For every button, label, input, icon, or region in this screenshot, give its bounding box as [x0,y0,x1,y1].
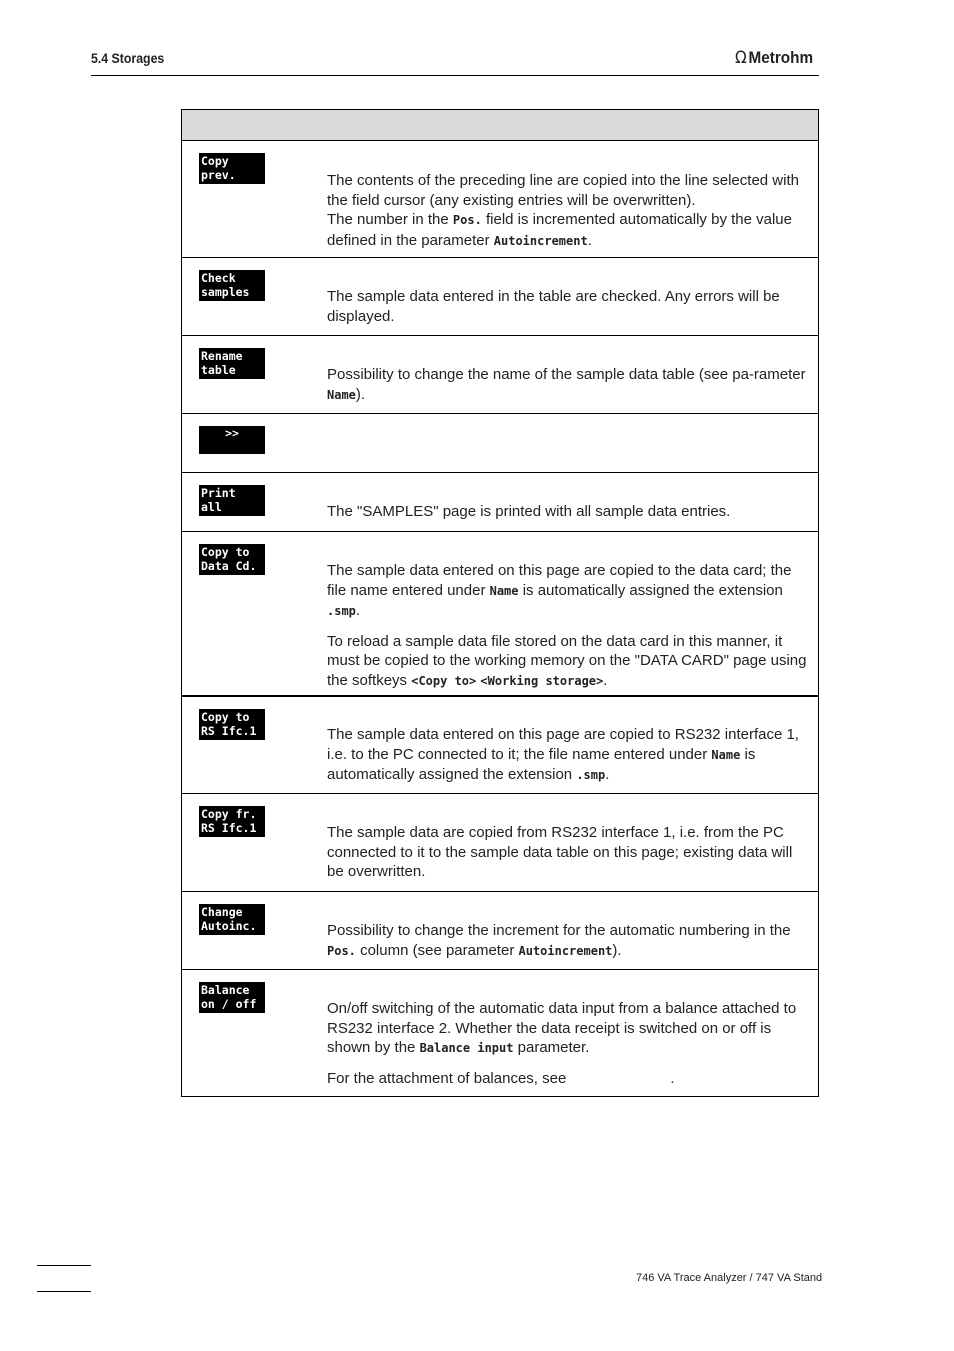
brand-name: Metrohm [748,48,814,67]
row-description [327,999,811,1098]
softkey-copy-to-rs-ifc1[interactable]: Copy to RS Ifc.1 [199,709,265,740]
softkey-copy-to-data-card[interactable]: Copy to Data Cd. [199,544,265,575]
softkey-check-samples[interactable]: Check samples [199,270,265,301]
table-row [182,970,818,1096]
table-row [182,473,818,532]
table-row [182,532,818,697]
parameter-name: Name [327,387,356,402]
softkey-reference: <Working storage> [480,673,604,688]
section-heading: 5.4 Storages [91,50,165,66]
table-row [182,336,818,414]
omega-logo-icon: Ω [735,48,747,68]
softkey-copy-from-rs-ifc1[interactable]: Copy fr. RS Ifc.1 [199,806,265,837]
table-header [182,110,818,141]
description-text: To reload a sample data file stored on the data card in this manner, it must be copied to the working memory on the "DATA CARD" page using the softkeys <Copy to> <Working storage>. [327,632,807,689]
description-text: The sample data entered on this page are copied to the data card; the file name entered under Name is automatically assigned the extension .smp. [327,562,792,619]
table-row [182,258,818,336]
table-row [182,892,818,970]
description-text: For the attachment of balances, see . [327,1069,675,1087]
description-text: Possibility to change the name of the sample data table (see pa-rameter Name). [327,366,806,403]
brand-logo [735,48,813,68]
parameter-name: Autoincrement [493,233,588,248]
parameter-name: Balance input [419,1041,514,1055]
row-description [327,171,811,251]
table-row [182,414,818,473]
table-row [182,141,818,258]
parameter-name: Name [489,583,519,598]
softkey-change-autoinc[interactable]: Change Autoinc. [199,904,265,935]
softkey-rename-table[interactable]: Rename table [199,348,265,379]
description-text: The sample data are copied from RS232 interface 1, i.e. from the PC connected to it to the sample data table on this page; existing data will be overwritten. [327,824,793,880]
description-text: The sample data entered on this page are copied to RS232 interface 1, i.e. to the PC connected to it; the file name entered under Name is automatically assigned the extension .smp. [327,726,799,783]
file-extension: .smp [327,604,356,618]
softkey-print-all[interactable]: Print all [199,485,265,516]
description-text: The number in the Pos. field is incremented automatically by the value defined in the parameter Autoincrement. [327,211,792,249]
footer-rule [37,1265,91,1266]
row-description [327,561,811,701]
footer-rule [37,1291,91,1292]
parameter-name: Pos. [327,943,356,958]
description-text: The contents of the preceding line are copied into the line selected with the field cursor (any existing entries will be overwritten). [327,172,799,209]
table-row [182,697,818,794]
description-text: The "SAMPLES" page is printed with all sample data entries. [327,503,731,520]
softkey-balance-on-off[interactable]: Balance on / off [199,982,265,1013]
parameter-name: Autoincrement [518,943,613,958]
softkey-table [181,109,819,1097]
header-rule [91,75,819,76]
softkey-more[interactable]: >> [199,426,265,454]
softkey-copy-prev[interactable]: Copy prev. [199,153,265,184]
parameter-name: Name [711,747,741,762]
description-text: The sample data entered in the table are checked. Any errors will be displayed. [327,288,780,325]
description-text: Possibility to change the increment for the automatic numbering in the Pos. column (see parameter Autoincrement). [327,922,791,959]
description-text: On/off switching of the automatic data input from a balance attached to RS232 interface 2. Whether the data receipt is switched on or off is shown by the Balance input parameter. [327,1000,797,1056]
file-extension: .smp [576,768,606,782]
parameter-name: Pos. [452,213,482,227]
table-row [182,794,818,892]
softkey-reference: <Copy to> [411,673,477,688]
footer-product-name: 746 VA Trace Analyzer / 747 VA Stand [636,1272,823,1284]
